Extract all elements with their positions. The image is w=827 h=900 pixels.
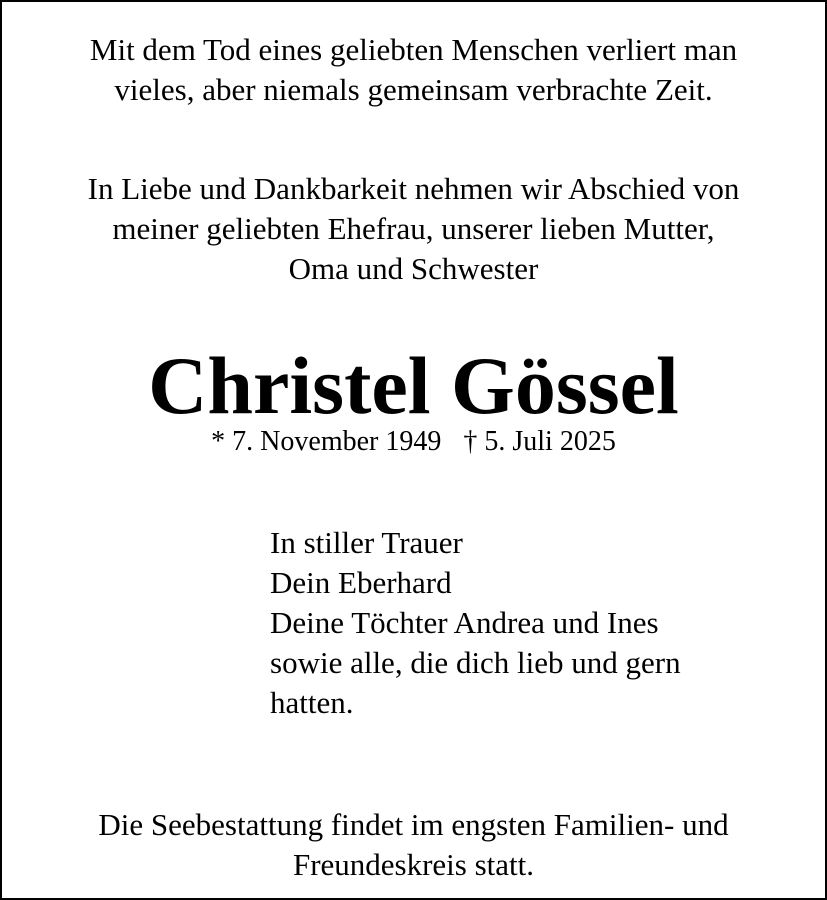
mourners-line-5: hatten. xyxy=(270,685,354,720)
mourners-line-4: sowie alle, die dich lieb und gern xyxy=(270,645,681,680)
deceased-name: Christel Gössel xyxy=(148,340,679,431)
mourners-line-2: Dein Eberhard xyxy=(270,565,452,600)
intro-line-3: Oma und Schwester xyxy=(288,251,539,286)
intro-line-2: meiner geliebten Ehefrau, unserer lieben Mutter, xyxy=(112,211,715,246)
burial-notice xyxy=(2,805,825,885)
burial-line-1: Die Seebestattung findet im engsten Familien- und xyxy=(98,807,729,842)
quote-line-2: vieles, aber niemals gemeinsam verbrachte Zeit. xyxy=(114,72,713,107)
memorial-quote xyxy=(2,30,825,110)
intro-line-1: In Liebe und Dankbarkeit nehmen wir Abschied von xyxy=(87,171,740,206)
farewell-intro xyxy=(2,169,825,289)
death-date: † 5. Juli 2025 xyxy=(463,426,616,457)
mourners-list xyxy=(270,523,681,723)
life-dates xyxy=(2,424,825,460)
quote-line-1: Mit dem Tod eines geliebten Menschen verliert man xyxy=(89,32,738,67)
mourners-line-1: In stiller Trauer xyxy=(270,525,463,560)
mourners-line-3: Deine Töchter Andrea und Ines xyxy=(270,605,659,640)
birth-date: * 7. November 1949 xyxy=(211,426,442,457)
burial-line-2: Freundeskreis statt. xyxy=(292,847,535,882)
